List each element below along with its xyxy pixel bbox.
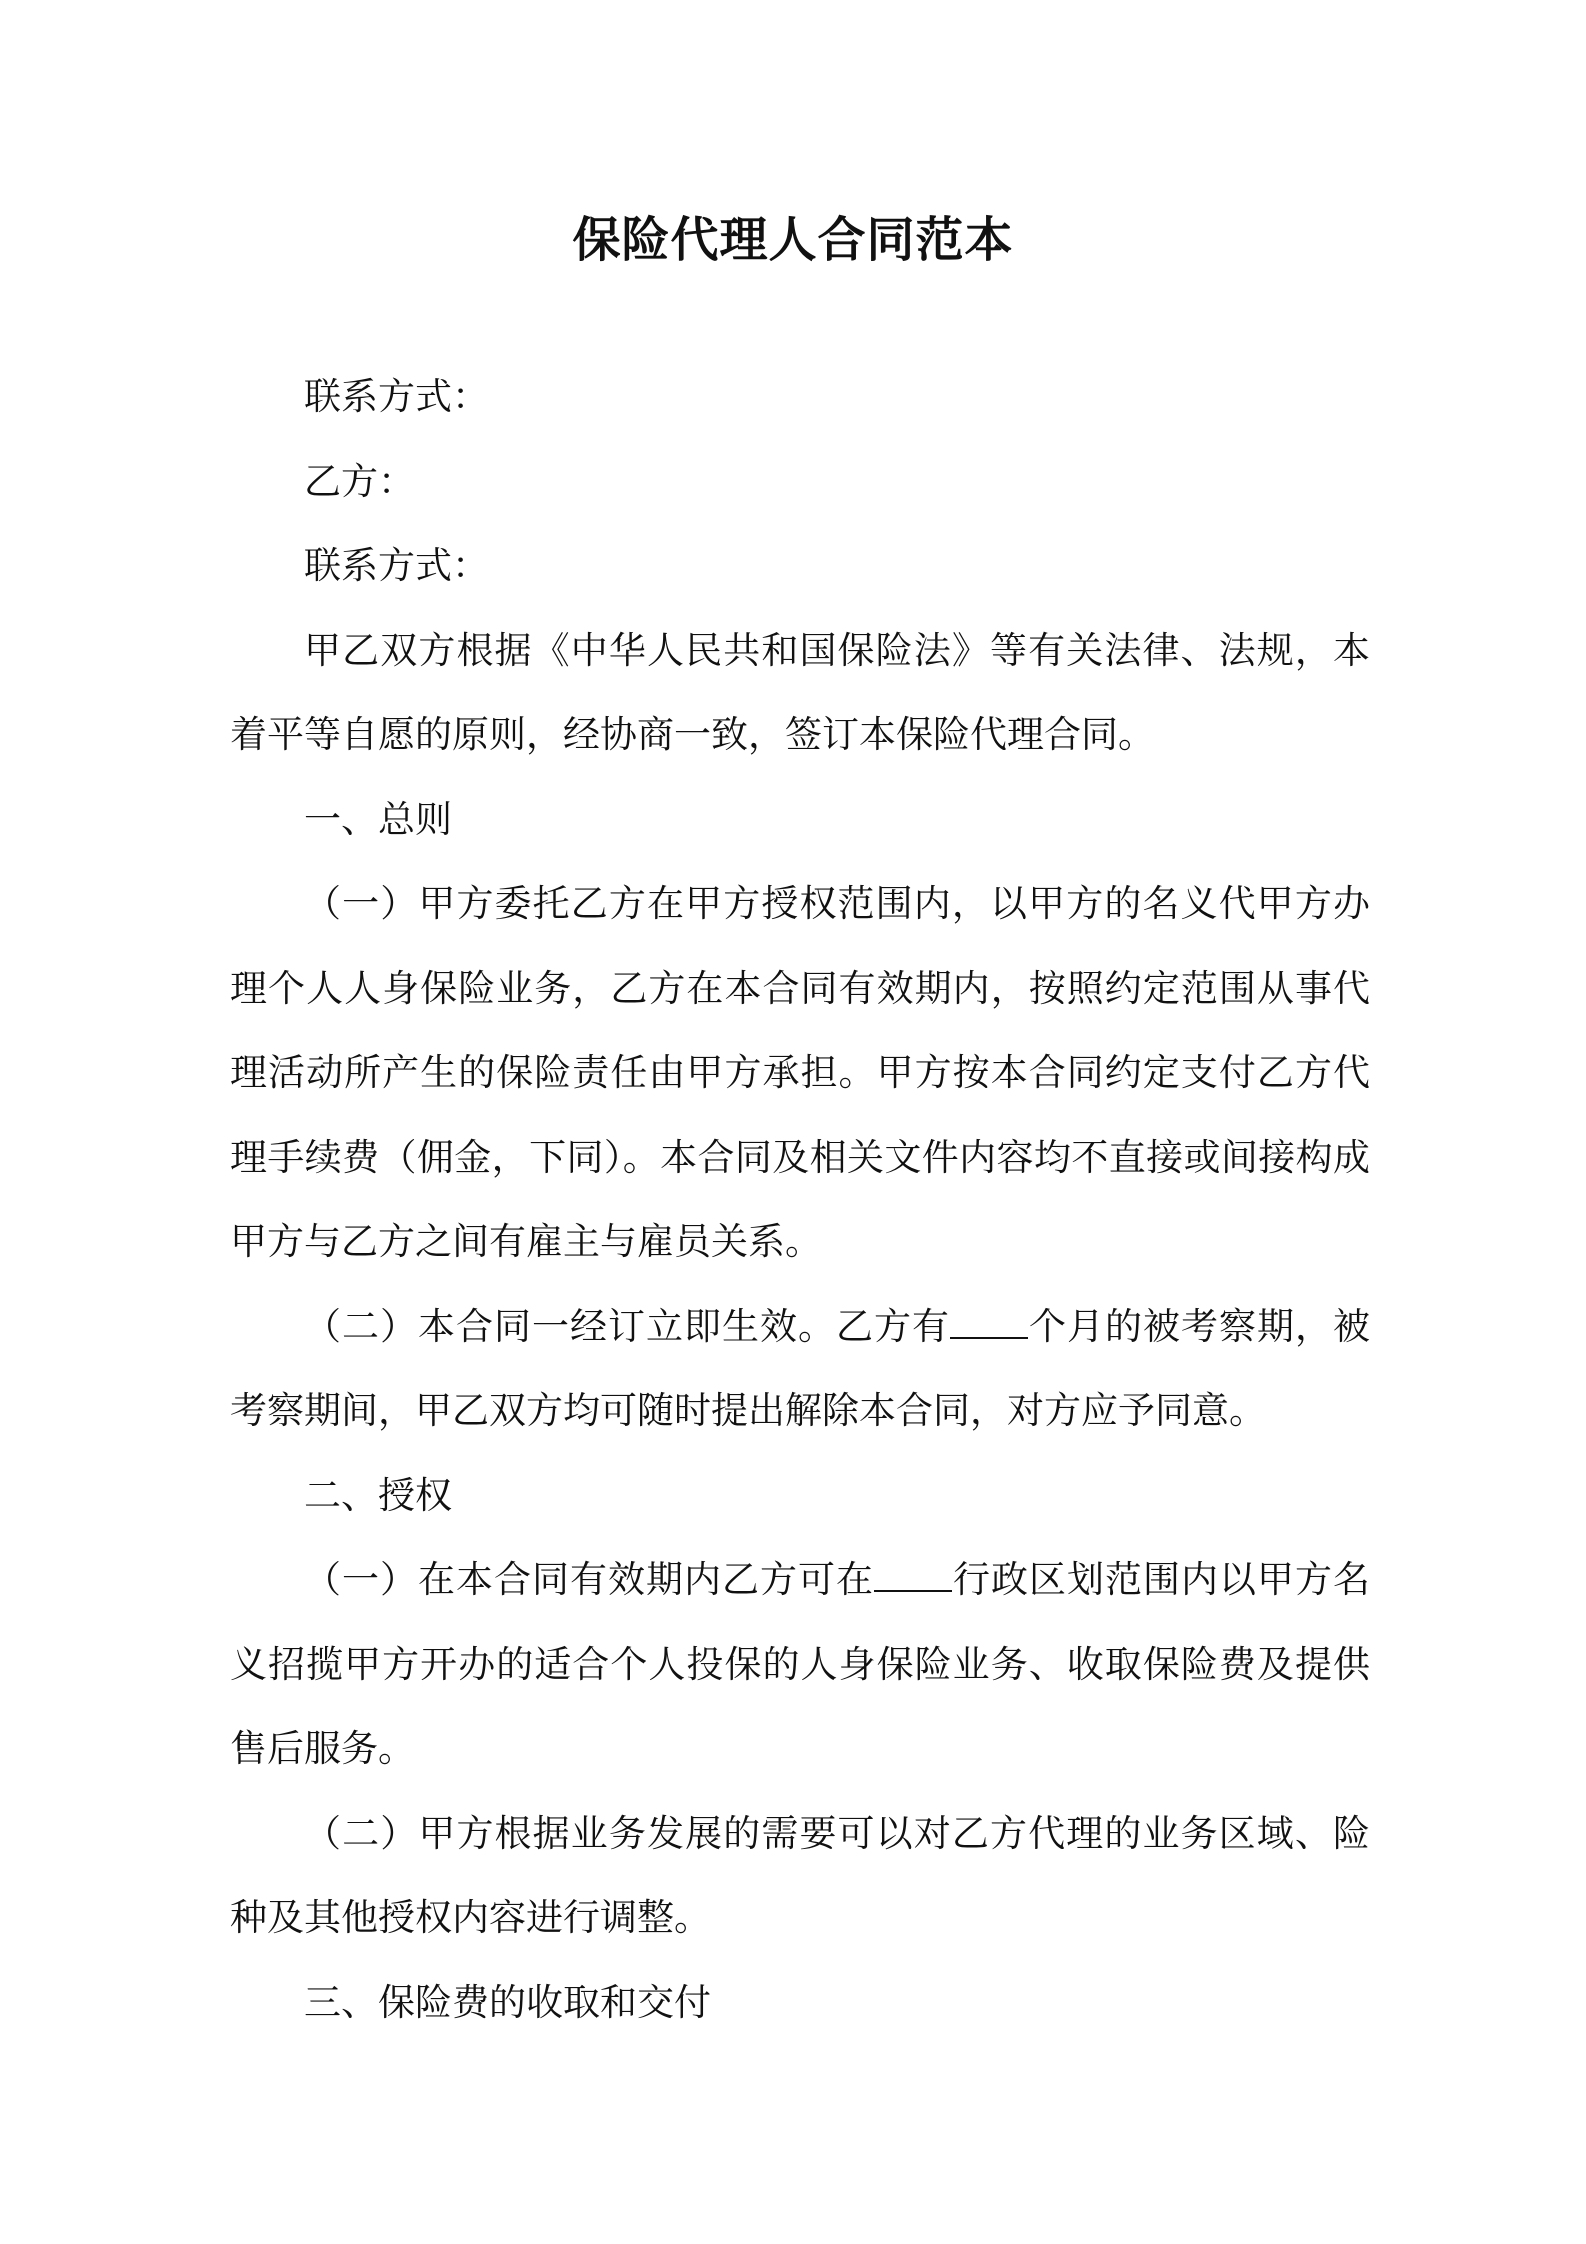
preamble-paragraph: 甲乙双方根据《中华人民共和国保险法》等有关法律、法规，本着平等自愿的原则，经协商一致，签订本保险代理合同。: [230, 628, 1370, 756]
section-1-item-1: （一）甲方委托乙方在甲方授权范围内，以甲方的名义代甲方办理个人人身保险业务，乙方在本合同有效期内，按照约定范围从事代理活动所产生的保险责任由甲方承担。甲方按本合同约定支付乙方代理手续费（佣金，下同）。本合同及相关文件内容均不直接或间接构成甲方与乙方之间有雇主与雇员关系。: [230, 882, 1370, 1263]
section-2-heading: 二、授权: [304, 1473, 452, 1517]
contact-a-line: 联系方式：: [304, 375, 489, 418]
contact-b-line: 联系方式：: [304, 544, 489, 587]
section-1-item-2-text-before: （二）本合同一经订立即生效。乙方有: [304, 1304, 950, 1348]
section-1-heading: 一、总则: [304, 797, 452, 841]
region-blank: [874, 1560, 952, 1592]
section-1-item-2: [230, 1285, 1370, 1454]
section-3-heading: 三、保险费的收取和交付: [304, 1980, 711, 2024]
section-2-item-2: （二）甲方根据业务发展的需要可以对乙方代理的业务区域、险种及其他授权内容进行调整。: [230, 1811, 1370, 1939]
document-body: [230, 355, 1370, 2045]
section-2-item-1-text-before: （一）在本合同有效期内乙方可在: [304, 1558, 874, 1601]
section-2-item-1: [230, 1538, 1370, 1792]
section-2-item-1-text-after: 行政区划范围内以甲方名义招揽甲方开办的适合个人投保的人身保险业务、收取保险费及提供售后服务。: [230, 1558, 1370, 1770]
party-b-line: 乙方：: [304, 459, 415, 503]
section-1-item-2-text-after: 个月的被考察期，被考察期间，甲乙双方均可随时提出解除本合同，对方应予同意。: [230, 1304, 1370, 1432]
probation-months-blank: [950, 1307, 1028, 1339]
document-title: 保险代理人合同范本: [572, 212, 1014, 268]
